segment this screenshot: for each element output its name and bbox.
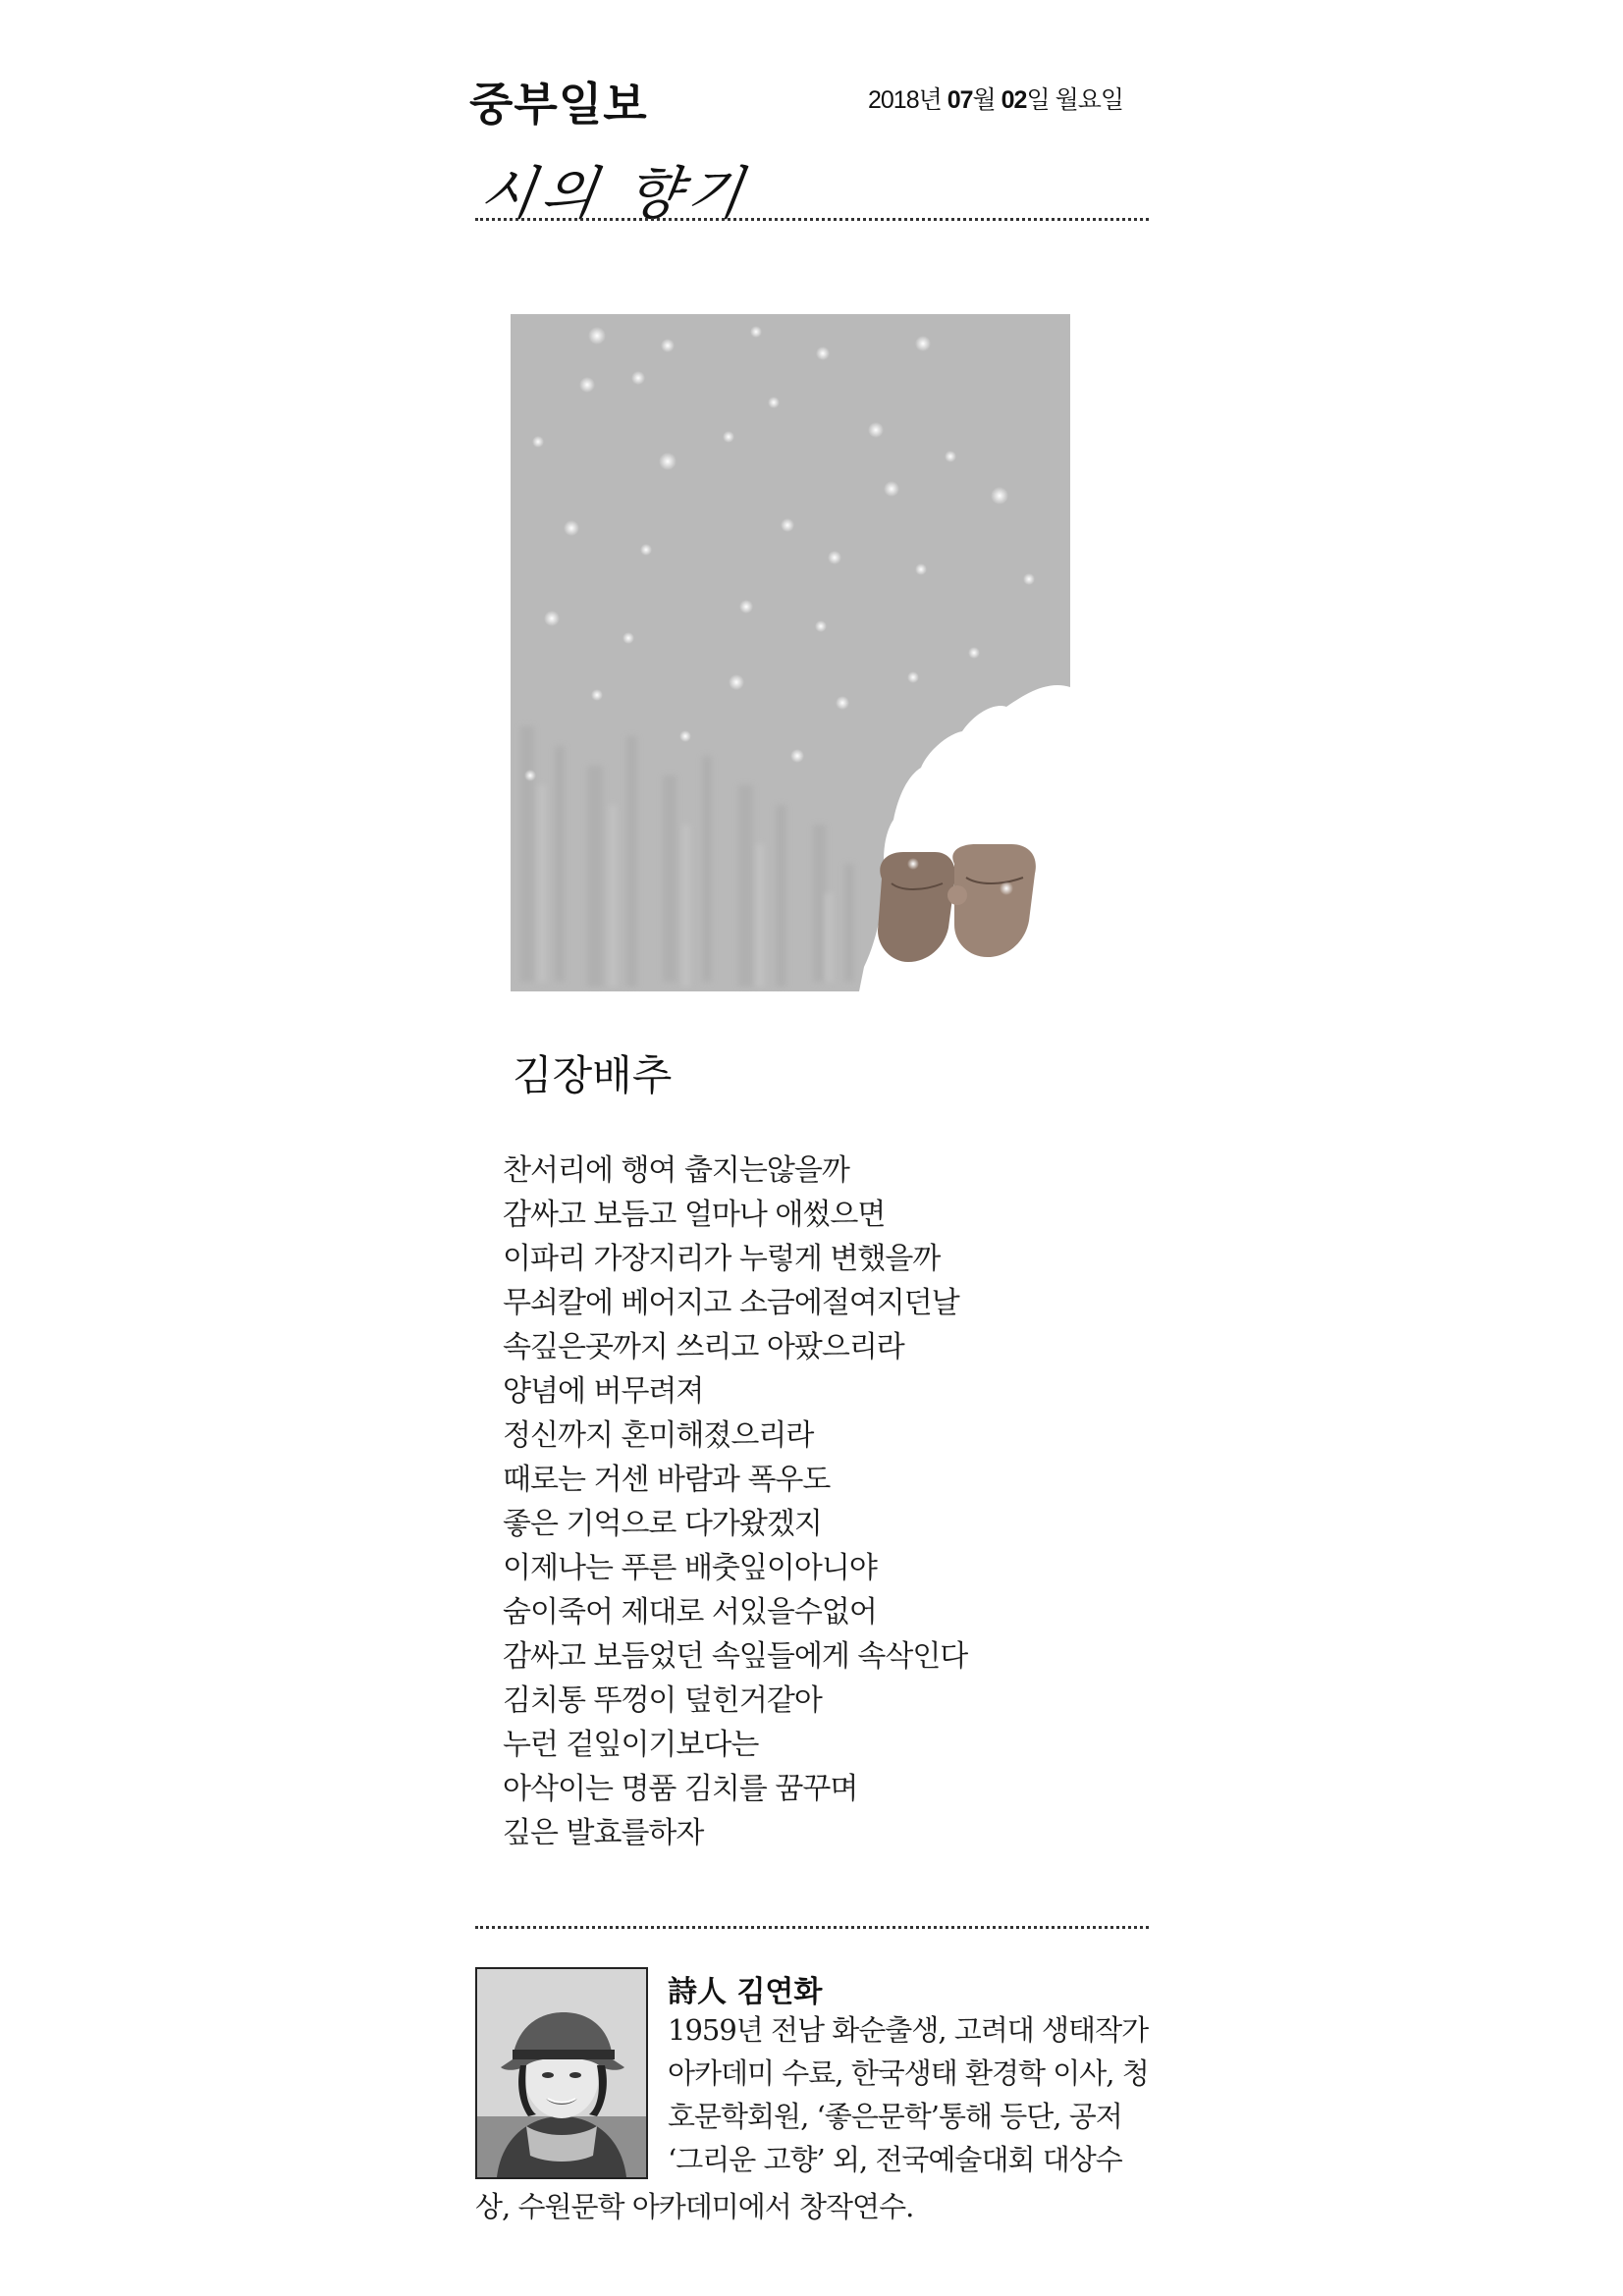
poem-line: 찬서리에 행여 춥지는않을까 (503, 1153, 849, 1188)
poem-body (503, 1148, 1131, 1855)
date-year-unit: 년 (918, 86, 942, 114)
date-weekday: 월요일 (1055, 86, 1124, 114)
poem-line: 숨이죽어 제대로 서있을수없어 (503, 1595, 877, 1629)
poet-photo (477, 1969, 646, 2177)
poet-portrait (475, 1967, 648, 2179)
newspaper-name: 중부일보 (469, 78, 648, 131)
poem-line: 깊은 발효를하자 (503, 1816, 704, 1850)
poem-line: 이제나는 푸른 배춧잎이아니야 (503, 1551, 877, 1585)
poem-title: 김장배추 (513, 1051, 673, 1099)
poem-line: 때로는 거센 바람과 폭우도 (503, 1463, 831, 1497)
illustration (511, 314, 1070, 991)
poem-line: 누런 겉잎이기보다는 (503, 1728, 759, 1762)
bio-line: 아카데미 수료, 한국생태 환경학 이사, 청 (668, 2056, 1149, 2090)
poem-line: 무쇠칼에 베어지고 소금에절여지던날 (503, 1286, 959, 1320)
issue-date (868, 80, 1123, 116)
date-day-unit: 일 (1026, 86, 1050, 114)
date-year: 2018 (868, 86, 919, 114)
poem-line: 속깊은곳까지 쓰리고 아팠으리라 (503, 1330, 904, 1364)
bio-line: 상, 수원문학 아카데미에서 창작연수. (475, 2190, 914, 2223)
section-title: 시의 향기 (475, 160, 753, 227)
poem-line: 김치통 뚜껑이 덮힌거같아 (503, 1683, 822, 1718)
bio-line: 1959년 전남 화순출생, 고려대 생태작가 (668, 2013, 1149, 2047)
poem-line: 아삭이는 명품 김치를 꿈꾸며 (503, 1772, 858, 1806)
header-divider (475, 218, 1149, 221)
bio-line: ‘그리운 고향’ 외, 전국예술대회 대상수 (668, 2143, 1122, 2176)
date-day: 02 (1001, 86, 1027, 114)
poem-line: 정신까지 혼미해졌으리라 (503, 1418, 814, 1453)
date-month: 07 (947, 86, 973, 114)
poem-line: 감싸고 보듬었던 속잎들에게 속삭인다 (503, 1639, 968, 1674)
poet-name: 詩人 김연화 (668, 1975, 823, 2009)
bio-line: 호문학회원, ‘좋은문학’통해 등단, 공저 (668, 2100, 1122, 2133)
poem-divider (475, 1926, 1149, 1929)
poem-line: 감싸고 보듬고 얼마나 애썼으면 (503, 1198, 886, 1232)
poem-line: 이파리 가장지리가 누렇게 변했을까 (503, 1242, 941, 1276)
mittens-drawing (878, 844, 1036, 962)
poem-line: 양념에 버무려져 (503, 1374, 704, 1409)
poem-line: 좋은 기억으로 다가왔겠지 (503, 1507, 822, 1541)
date-month-unit: 월 (972, 86, 996, 114)
